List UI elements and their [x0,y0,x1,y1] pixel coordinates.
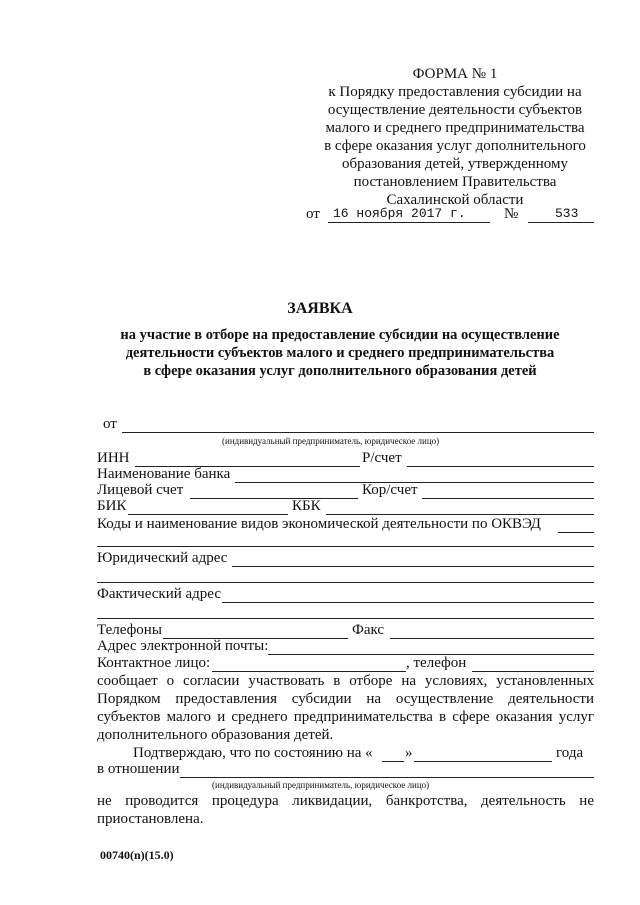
fax-label: Факс [352,622,385,638]
date-underline [328,222,490,223]
legal-address-label: Юридический адрес [97,550,228,566]
corr-account-line[interactable] [422,498,594,499]
header-line-7: Сахалинской области [386,192,524,208]
consent-line-1: сообщает о согласии участвовать в отборе на условиях, установленных [97,673,594,689]
contact-label: Контактное лицо: [97,655,211,671]
okved-line-1[interactable] [558,532,594,533]
contact-phone-label: , телефон [406,655,467,671]
header-line-4: в сфере оказания услуг дополнительного [324,138,586,154]
account-line[interactable] [407,466,594,467]
confirm-mid: » [405,745,413,761]
email-label: Адрес электронной почты: [97,638,269,654]
application-subtitle-2: деятельности субъектов малого и среднего предпринимательства [125,345,555,361]
legal-address-line-2[interactable] [97,582,594,583]
not-conducted-line-2: приостановлена. [97,811,204,827]
decree-number: 533 [555,206,579,221]
decree-date: 16 ноября 2017 г. [333,206,466,221]
regarding-label: в отношении [97,761,180,777]
confirm-prefix: Подтверждаю, что по состоянию на « [133,745,373,761]
regarding-line[interactable] [180,777,594,778]
inn-label: ИНН [97,450,130,466]
legal-address-line-1[interactable] [232,566,594,567]
document-code: 00740(n)(15.0) [100,848,174,862]
contact-line[interactable] [212,671,406,672]
number-underline [528,222,594,223]
confirm-year-label: года [556,745,584,761]
confirm-day-line[interactable] [382,761,404,762]
header-line-3: малого и среднего предпринимательства [325,120,585,136]
application-title: ЗАЯВКА [287,300,353,317]
okved-label: Коды и наименование видов экономической деятельности по ОКВЭД [97,516,541,532]
form-number-title: ФОРМА № 1 [412,66,498,82]
actual-address-line-1[interactable] [222,602,594,603]
header-line-1: к Порядку предоставления субсидии на [328,84,582,100]
not-conducted-line-1: не проводится процедура ликвидации, банкротства, деятельность не [97,793,594,809]
personal-account-line[interactable] [190,498,358,499]
number-label: № [504,206,519,222]
kbk-line[interactable] [326,514,594,515]
header-line-2: осуществление деятельности субъектов [327,102,583,118]
actual-address-line-2[interactable] [97,618,594,619]
bik-line[interactable] [128,514,288,515]
phones-label: Телефоны [97,622,162,638]
actual-address-label: Фактический адрес [97,586,221,602]
confirm-date-line[interactable] [414,761,552,762]
from-field-label: от [103,416,117,432]
from-field-hint: (индивидуальный предприниматель, юридическое лицо) [222,436,440,446]
header-line-5: образования детей, утвержденному [341,156,569,172]
bik-label: БИК [97,498,127,514]
okved-line-2[interactable] [97,546,594,547]
application-subtitle-3: в сфере оказания услуг дополнительного образования детей [143,363,537,379]
bank-label: Наименование банка [97,466,231,482]
personal-account-label: Лицевой счет [97,482,184,498]
application-subtitle-1: на участие в отборе на предоставление субсидии на осуществление [120,327,560,343]
consent-line-2: Порядком предоставления субсидии на осуществление деятельности [97,691,594,707]
regarding-hint: (индивидуальный предприниматель, юридическое лицо) [212,780,430,790]
from-label: от [306,206,320,222]
consent-line-4: дополнительного образования детей. [97,727,334,743]
corr-account-label: Кор/счет [362,482,418,498]
account-label: Р/счет [362,450,402,466]
from-field-line[interactable] [122,432,594,433]
consent-line-3: субъектов малого и среднего предпринимательства в сфере оказания услуг [97,709,594,725]
fax-line[interactable] [390,638,594,639]
contact-phone-line[interactable] [472,671,594,672]
header-line-6: постановлением Правительства [353,174,557,190]
kbk-label: КБК [292,498,321,514]
